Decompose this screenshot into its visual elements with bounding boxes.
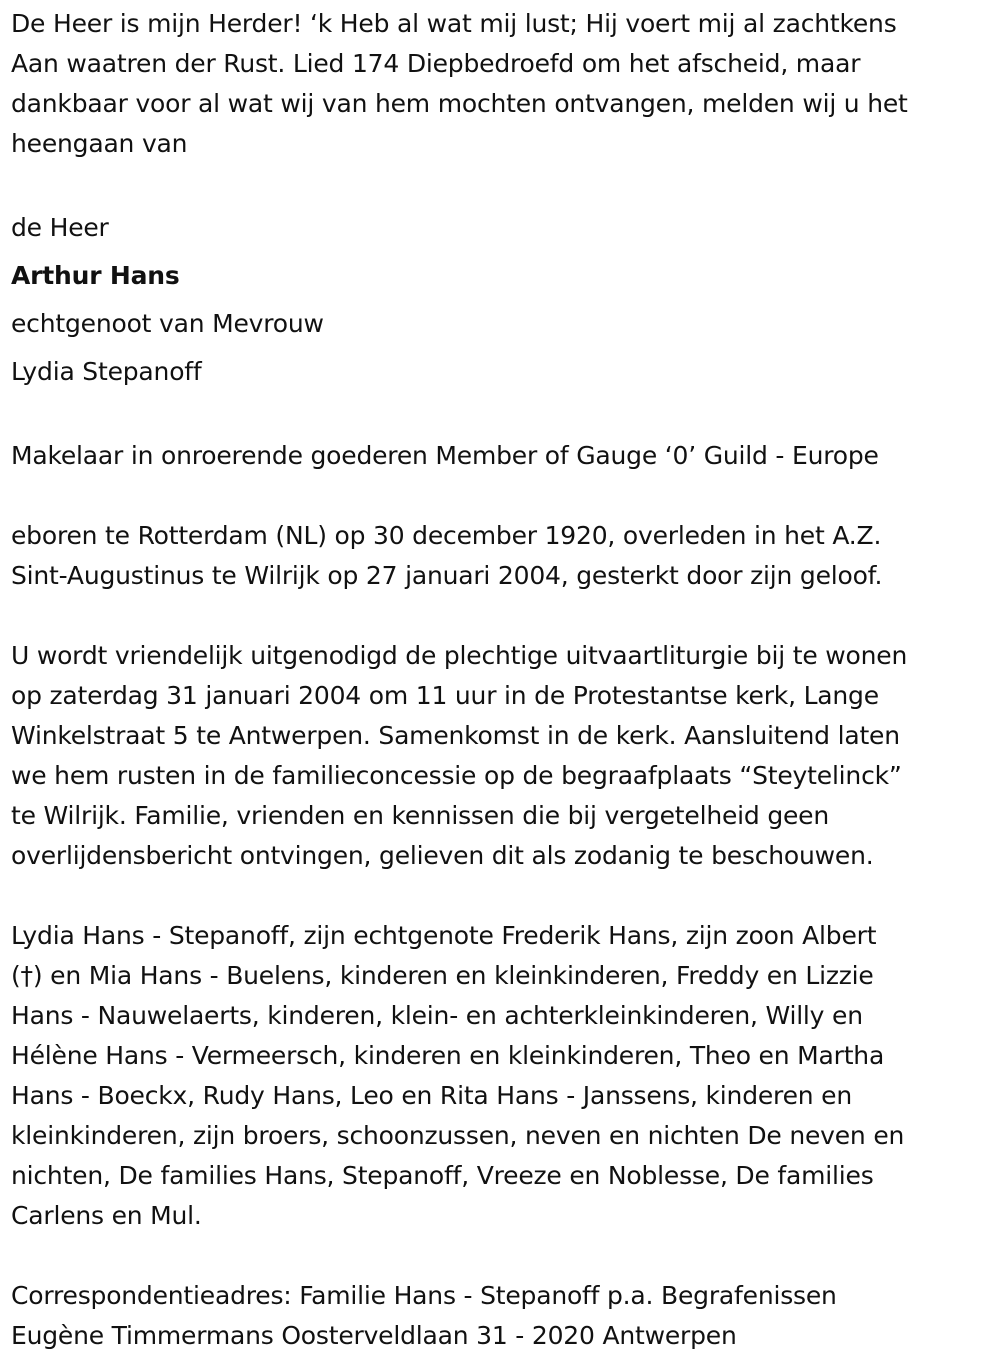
- correspondence-paragraph: Correspondentieadres: Familie Hans - Stepanoff p.a. Begrafenissen Eugène Timmermans Oosterveldlaan 31 - 2020 Antwerpen: [11, 1281, 837, 1350]
- intro-paragraph: De Heer is mijn Herder! ‘k Heb al wat mij lust; Hij voert mij al zachtkens Aan waatren der Rust. Lied 174 Diepbedroefd om het afscheid, maar dankbaar voor al wat wij van hem mochten ontvangen, melden wij u het heengaan van: [11, 9, 908, 158]
- spouse-name: Lydia Stepanoff: [11, 357, 202, 386]
- deceased-block: [11, 204, 989, 396]
- family-paragraph: Lydia Hans - Stepanoff, zijn echtgenote Frederik Hans, zijn zoon Albert (†) en Mia Hans - Buelens, kinderen en kleinkinderen, Freddy en Lizzie Hans - Nauwelaerts, kinderen, klein- en achterkleinkinderen, Willy en Hélène Hans - Vermeersch, kinderen en kleinkinderen, Theo en Martha Hans - Boeckx, Rudy Hans, Leo en Rita Hans - Janssens, kinderen en kleinkinderen, zijn broers, schoonzussen, neven en nichten De neven en nichten, De families Hans, Stepanoff, Vreeze en Noblesse, De families Carlens en Mul.: [11, 921, 905, 1230]
- deceased-title: de Heer: [11, 213, 109, 242]
- profession-paragraph: Makelaar in onroerende goederen Member of Gauge ‘0’ Guild - Europe: [11, 441, 879, 470]
- ceremony-paragraph: U wordt vriendelijk uitgenodigd de plechtige uitvaartliturgie bij te wonen op zaterdag 31 januari 2004 om 11 uur in de Protestantse kerk, Lange Winkelstraat 5 te Antwerpen. Samenkomst in de kerk. Aansluitend laten we hem rusten in de familieconcessie op de begraafplaats “Steytelinck” te Wilrijk. Familie, vrienden en kennissen die bij vergetelheid geen overlijdensbericht ontvingen, gelieven dit als zodanig te beschouwen.: [11, 641, 908, 870]
- deceased-name: Arthur Hans: [11, 261, 180, 290]
- birth-death-paragraph: eboren te Rotterdam (NL) op 30 december 1920, overleden in het A.Z. Sint-Augustinus te Wilrijk op 27 januari 2004, gesterkt door zijn geloof.: [11, 521, 883, 590]
- spouse-label: echtgenoot van Mevrouw: [11, 309, 324, 338]
